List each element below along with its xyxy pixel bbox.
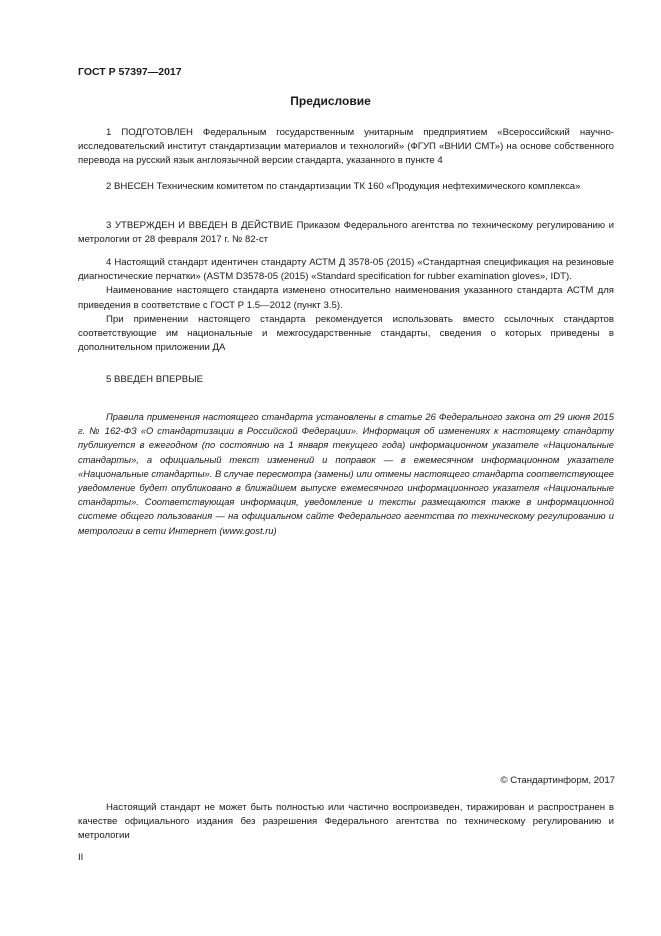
- copyright-line: © Стандартинформ, 2017: [500, 775, 615, 786]
- item-2-block: [78, 180, 614, 194]
- reproduction-notice-block: [78, 801, 614, 844]
- item-4-rename-note: Наименование настоящего стандарта изменено относительно наименования указанного стандарта АСТМ для приведения в соответствие с ГОСТ Р 1.5—2012 (пункт 3.5).: [78, 285, 614, 311]
- item-4-block: [78, 256, 614, 355]
- item-2-text: 2 ВНЕСЕН Техническим комитетом по стандартизации ТК 160 «Продукция нефтехимического комплекса»: [106, 181, 581, 192]
- item-1-block: [78, 126, 614, 169]
- item-1-text: 1 ПОДГОТОВЛЕН Федеральным государственным унитарным предприятием «Всероссийский научно-исследовательский институт стандартизации материалов и технологий» (ФГУП «ВНИИ СМТ») на основе собственного перевода на русский язык англоязычной версии стандарта, указанного в пункте 4: [78, 127, 614, 167]
- reproduction-notice-text: Настоящий стандарт не может быть полностью или частично воспроизведен, тиражирован и распространен в качестве официального издания без разрешения Федерального агентства по техническому регулированию и метрологии: [78, 802, 614, 842]
- page-title: Предисловие: [290, 94, 371, 108]
- page-number: II: [78, 852, 84, 863]
- document-header: ГОСТ Р 57397—2017: [78, 66, 182, 78]
- item-4-references-note: При применении настоящего стандарта рекомендуется использовать вместо ссылочных стандартов соответствующие им национальные и межгосударственные стандарты, сведения о которых приведены в дополнительном приложении ДА: [78, 313, 614, 354]
- rules-notice-block: [78, 410, 614, 538]
- item-3-block: [78, 219, 614, 247]
- item-4-text: 4 Настоящий стандарт идентичен стандарту АСТМ Д 3578-05 (2015) «Стандартная спецификация на резиновые диагностические перчатки» (ASTM D3578-05 (2015) «Standard specification for rubber examination gloves», IDT).: [78, 257, 614, 283]
- item-3-text: 3 УТВЕРЖДЕН И ВВЕДЕН В ДЕЙСТВИЕ Приказом Федерального агентства по техническому регулированию и метрологии от 28 февраля 2017 г. № 82-ст: [78, 220, 614, 246]
- item-5-text: 5 ВВЕДЕН ВПЕРВЫЕ: [106, 374, 204, 385]
- rules-notice-text: Правила применения настоящего стандарта установлены в статье 26 Федерального закона от 29 июня 2015 г. № 162-ФЗ «О стандартизации в Российской Федерации». Информация об изменениях к настоящему стандарту публикуется в ежегодном (по состоянию на 1 января текущего года) информационном указателе «Национальные стандарты», а официальный текст изменений и поправок — в ежемесячном информационном указателе «Национальные стандарты». В случае пересмотра (замены) или отмены настоящего стандарта соответствующее уведомление будет опубликовано в ближайшем выпуске ежемесячного информационного указателя «Национальные стандарты». Соответствующая информация, уведомление и тексты размещаются также в информационной системе общего пользования — на официальном сайте Федерального агентства по техническому регулированию и метрологии в сети Интернет (www.gost.ru): [78, 411, 614, 536]
- item-5-block: [78, 373, 614, 387]
